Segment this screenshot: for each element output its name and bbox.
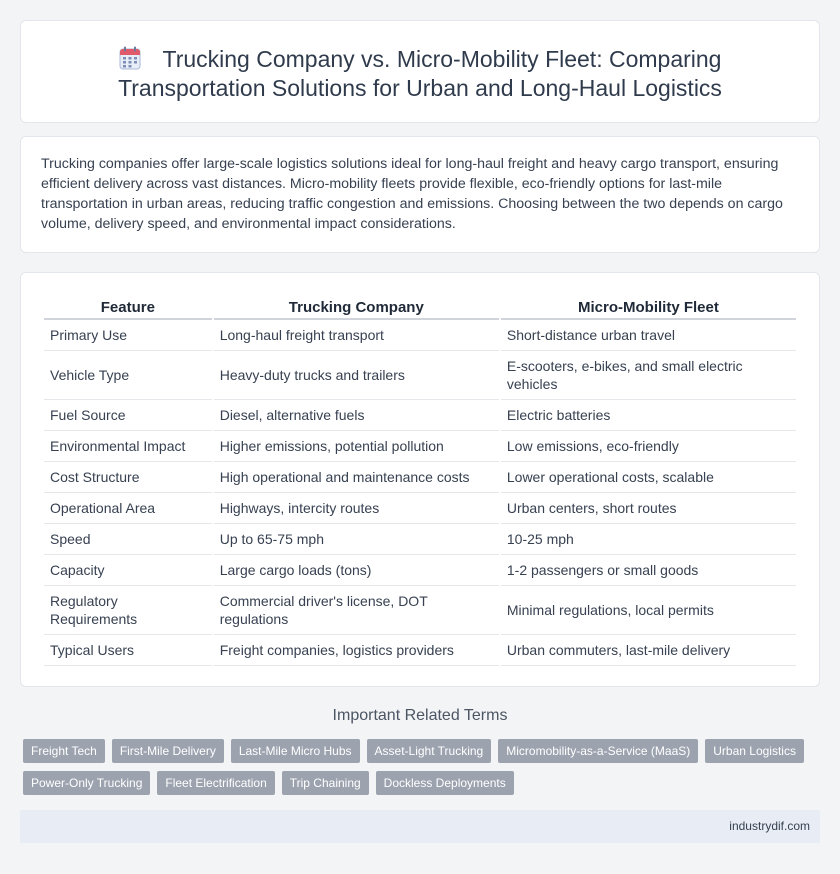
footer [20,810,820,843]
feature-cell: Capacity [44,555,212,586]
footer-site-link[interactable]: industrydif.com [729,819,810,833]
comparison-table [42,294,798,666]
table-header-row [44,294,796,320]
header-trucking-company: Trucking Company [214,294,499,320]
feature-cell: Regulatory Requirements [44,586,212,635]
table-row [44,351,796,400]
related-terms-tags [23,739,813,803]
table-row [44,635,796,666]
table-row [44,431,796,462]
micromobility-cell: E-scooters, e-bikes, and small electric vehicles [501,351,796,400]
tag-last-mile-micro-hubs[interactable]: Last-Mile Micro Hubs [231,739,360,763]
intro-card [20,136,820,253]
calendar-icon [119,46,141,70]
trucking-cell: Heavy-duty trucks and trailers [214,351,499,400]
feature-cell: Fuel Source [44,400,212,431]
related-terms-heading: Important Related Terms [332,707,508,724]
tag-fleet-electrification[interactable]: Fleet Electrification [157,771,274,795]
header-micro-mobility-fleet: Micro-Mobility Fleet [501,294,796,320]
title-card [20,20,820,123]
trucking-cell: High operational and maintenance costs [214,462,499,493]
micromobility-cell: Low emissions, eco-friendly [501,431,796,462]
table-row [44,493,796,524]
tag-asset-light-trucking[interactable]: Asset-Light Trucking [367,739,492,763]
micromobility-cell: Urban commuters, last-mile delivery [501,635,796,666]
trucking-cell: Long-haul freight transport [214,320,499,351]
tag-freight-tech[interactable]: Freight Tech [23,739,105,763]
micromobility-cell: Lower operational costs, scalable [501,462,796,493]
tag-power-only-trucking[interactable]: Power-Only Trucking [23,771,150,795]
header-feature: Feature [44,294,212,320]
page-title [21,45,819,103]
feature-cell: Operational Area [44,493,212,524]
feature-cell: Typical Users [44,635,212,666]
table-row [44,524,796,555]
feature-cell: Vehicle Type [44,351,212,400]
comparison-table-card [20,272,820,687]
feature-cell: Cost Structure [44,462,212,493]
tag-micromobility-as-a-service[interactable]: Micromobility-as-a-Service (MaaS) [498,739,698,763]
micromobility-cell: 10-25 mph [501,524,796,555]
intro-text: Trucking companies offer large-scale logistics solutions ideal for long-haul freight and heavy cargo transport, ensuring efficient delivery across vast distances. Micro-mobility fleets provide flexible, eco-friendly options for last-mile transportation in urban areas, reducing traffic congestion and emissions. Choosing between the two depends on cargo volume, delivery speed, and environmental impact considerations. [41,156,783,232]
trucking-cell: Highways, intercity routes [214,493,499,524]
feature-cell: Environmental Impact [44,431,212,462]
table-row [44,555,796,586]
trucking-cell: Higher emissions, potential pollution [214,431,499,462]
micromobility-cell: Minimal regulations, local permits [501,586,796,635]
title-line-1: Trucking Company vs. Micro-Mobility Fleet: Comparing [162,46,722,72]
feature-cell: Primary Use [44,320,212,351]
micromobility-cell: Electric batteries [501,400,796,431]
table-row [44,400,796,431]
micromobility-cell: Short-distance urban travel [501,320,796,351]
trucking-cell: Up to 65-75 mph [214,524,499,555]
tag-row-1 [23,739,813,763]
tag-first-mile-delivery[interactable]: First-Mile Delivery [112,739,224,763]
tag-dockless-deployments[interactable]: Dockless Deployments [376,771,514,795]
tag-urban-logistics[interactable]: Urban Logistics [705,739,804,763]
micromobility-cell: Urban centers, short routes [501,493,796,524]
table-row [44,586,796,635]
table-row [44,462,796,493]
micromobility-cell: 1-2 passengers or small goods [501,555,796,586]
trucking-cell: Large cargo loads (tons) [214,555,499,586]
trucking-cell: Diesel, alternative fuels [214,400,499,431]
feature-cell: Speed [44,524,212,555]
trucking-cell: Commercial driver's license, DOT regulations [214,586,499,635]
trucking-cell: Freight companies, logistics providers [214,635,499,666]
table-row [44,320,796,351]
title-line-2: Transportation Solutions for Urban and Long-Haul Logistics [118,75,722,101]
tag-trip-chaining[interactable]: Trip Chaining [282,771,369,795]
tag-row-2 [23,771,813,795]
